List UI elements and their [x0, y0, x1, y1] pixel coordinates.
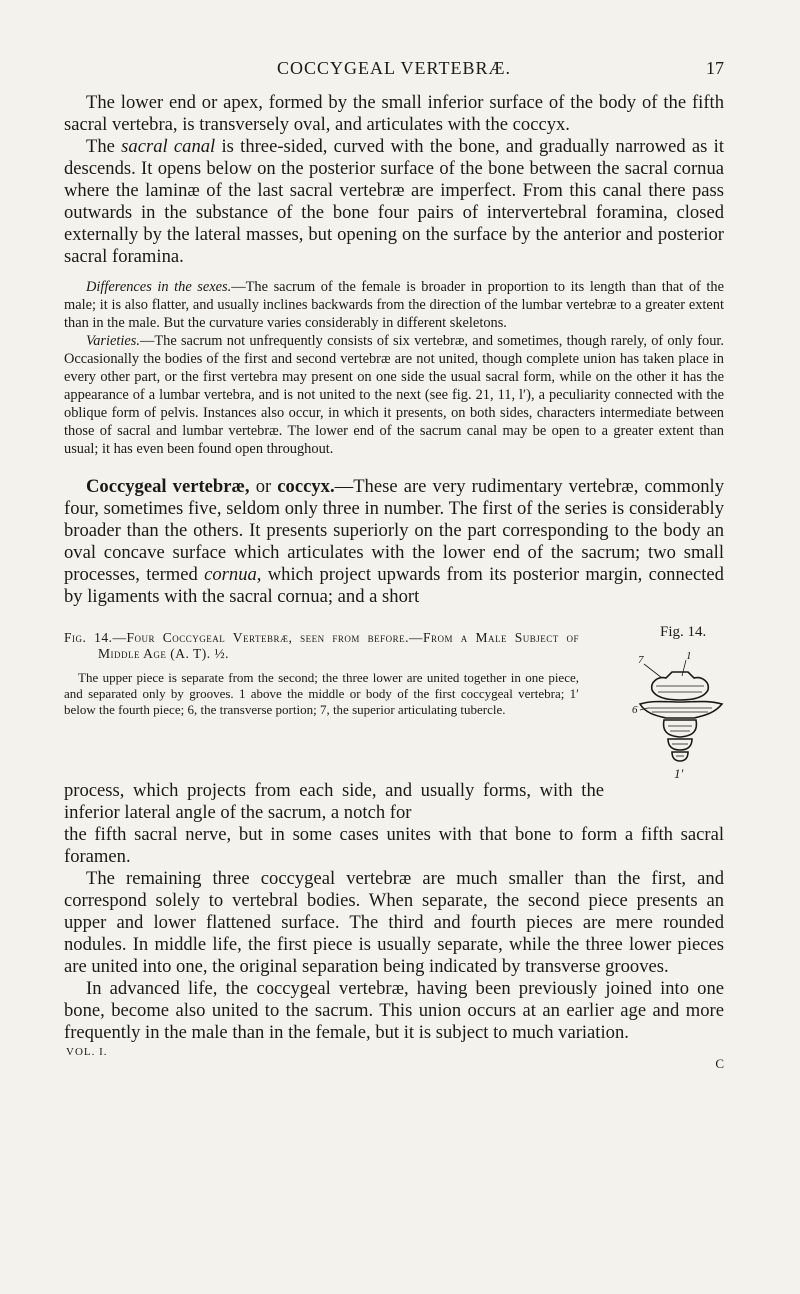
figure-illustration	[630, 624, 730, 784]
running-head	[64, 58, 724, 92]
term-varieties: Varieties.	[86, 333, 140, 349]
paragraph-process-wrap: process, which projects from each side, and usually forms, with the inferior lateral angle of the sacrum, a notch for	[64, 780, 604, 823]
text-rest: —The sacrum not unfrequently consists of six vertebræ, and sometimes, though rarely, of only four. Occasionally the bodies of the first and second vertebræ are not united, though complete union has taken place in every other part, or the first vertebra may present on one side the usual sacral form, while on the other it has the appearance of a lumbar vertebra, and is not united to the next (see fig. 21, 11, l′), a peculiarity connected with the oblique form of pelvis. Instances also occur, in which it presents, on both sides, characters intermediate between those of sacral and lumbar vertebræ. The lower end of the sacrum canal may be open to a greater extent than usual; it has even been found open throughout.	[64, 333, 724, 457]
figure-marker: 7	[638, 654, 644, 666]
signature-mark: C	[715, 1056, 724, 1071]
coccyx-illustration	[630, 642, 730, 782]
paragraph-coccygeal	[64, 476, 724, 608]
figure-caption-head: Fig. 14.—Four Coccygeal Vertebræ, seen from before.—From a Male Subject of Middle Age (A. T). ½.	[64, 630, 579, 661]
figure-marker: 1	[686, 650, 692, 662]
paragraph-sacral-canal	[64, 136, 724, 268]
text-rest-a: —These are very rudimentary vertebræ, commonly four, sometimes five, seldom only three in number. The first of the series is considerably broader than the others. It presents superiorly on the part corresponding to the body an oval concave surface which articulates with the lower end of the sacrum; two small processes, termed	[64, 476, 724, 585]
term-coccyx: coccyx.	[277, 476, 335, 497]
figure-label: Fig. 14.	[660, 624, 707, 640]
term-cornua: cornua	[204, 564, 257, 585]
paragraph-advanced-life: In advanced life, the coccygeal vertebræ, having been previously joined into one bone, become also united to the sacrum. This union occurs at an earlier age and more frequently in the male than in the female, but it is subject to much variation.	[64, 978, 724, 1043]
figure-caption	[64, 630, 579, 718]
paragraph-remaining-vertebrae: The remaining three coccygeal vertebræ are much smaller than the first, and correspond solely to vertebral bodies. When separate, the second piece presents an upper and lower flattened surface. The third and fourth pieces are mere rounded nodules. In middle life, the first piece is usually separate, while the three lower pieces are united into one, the original separation being indicated by transverse grooves.	[64, 868, 724, 977]
text-rest: —The sacrum of the female is broader in proportion to its length than that of the male; it is also flatter, and usually inclines backwards from the direction of the lumbar vertebræ to a greater extent than in the male. But the curvature varies considerably in different skeletons.	[64, 279, 725, 331]
text-rest-b: , which project upwards from its posterior margin, connected by ligaments with the sacral cornua; and a short	[64, 564, 724, 607]
paragraph-process-cont: the fifth sacral nerve, but in some cases unites with that bone to form a fifth sacral foramen.	[64, 824, 724, 867]
text-rest: is three-sided, curved with the bone, and gradually narrowed as it descends. It opens below on the posterior surface of the bone between the sacral cornua where the laminæ of the last sacral vertebræ are imperfect. From this canal there pass outwards in the substance of the bone four pairs of intervertebral foramina, closed externally by the lateral masses, but opening on the surface by the anterior and posterior sacral foramina.	[64, 136, 724, 267]
term-sacral-canal: sacral canal	[121, 136, 216, 157]
figure-caption-body: The upper piece is separate from the second; the three lower are united together in one piece, and separated only by grooves. 1 above the middle or body of the first coccygeal vertebra; 1′ below the fourth piece; 6, the transverse portion; 7, the superior articulating tubercle.	[64, 670, 579, 717]
page-footer	[64, 1046, 724, 1072]
figure-marker: 1′	[674, 766, 684, 781]
term-differences: Differences in the sexes.	[86, 279, 232, 295]
text-or: or	[249, 476, 278, 497]
paragraph-varieties	[64, 332, 724, 458]
term-coccygeal-vertebrae: Coccygeal vertebræ,	[86, 476, 250, 497]
running-title: COCCYGEAL VERTEBRÆ.	[277, 58, 511, 78]
figure-block	[64, 624, 724, 781]
figure-marker: 6	[632, 704, 638, 716]
book-page	[64, 58, 724, 1072]
volume-mark: VOL. I.	[66, 1046, 108, 1058]
paragraph-sex-differences	[64, 278, 724, 332]
paragraph-apex: The lower end or apex, formed by the small inferior surface of the body of the fifth sacral vertebra, is transversely oval, and articulates with the coccyx.	[64, 92, 724, 135]
page-number: 17	[706, 58, 724, 78]
text-lead: The	[86, 136, 122, 157]
